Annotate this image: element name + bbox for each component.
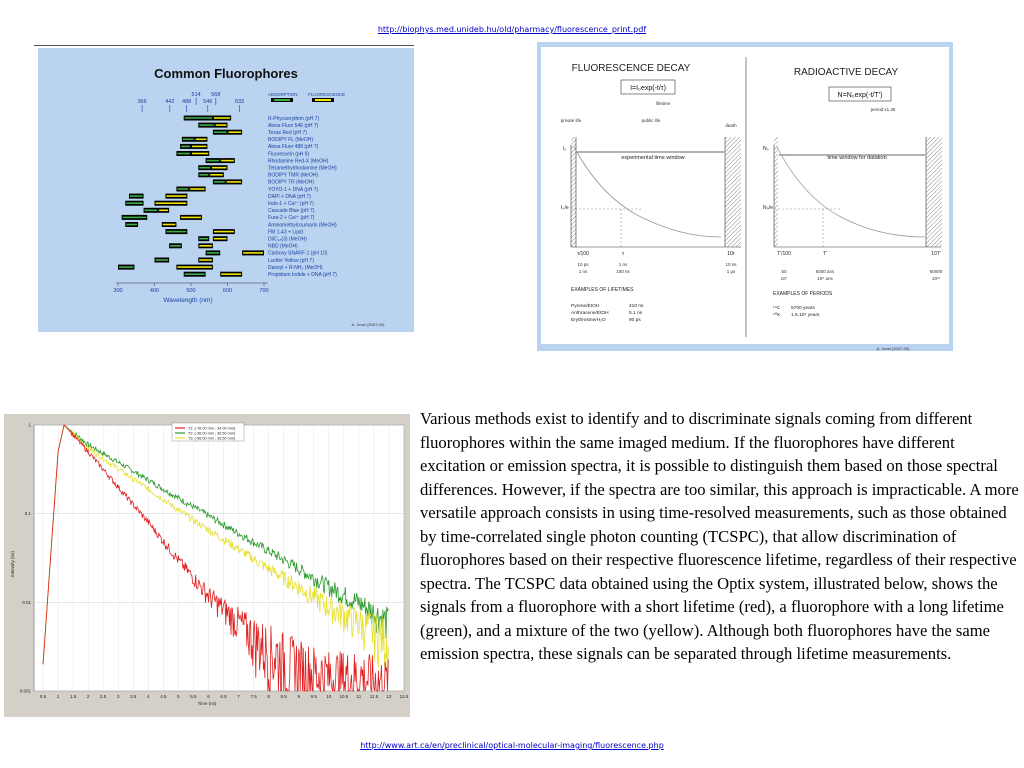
private-life-label: private life	[560, 118, 582, 123]
rad-tick: T'/100	[777, 251, 791, 257]
x-tick-label: 6.5	[220, 694, 227, 699]
x-tick-label: 3	[116, 694, 120, 699]
wavelength-tick: 600	[222, 288, 233, 294]
fluorophore-name: Cascade Blue (pH 7)	[268, 208, 315, 215]
rad-tick-ex2: 10⁷	[780, 276, 788, 281]
description-paragraph: Various methods exist to identify and to discriminate signals coming from different fluorophores within the same imaged medium. If the fluorophores have different excitation or emission spectra, it is possible to distinguish them based on those spectral differences. However, if the spectra are too similar, this approach is impracticable. A more versatile approach consists in using time-resolved measurements, such as those obtained by time-correlated single photon counting (TCSPC), that allow discrimination of fluorophores based on their respective fluorescence lifetime, regardless of their respective spectra. The TCSPC data obtained using the Optix system, illustrated below, shows the signals from a fluorophore with a short lifetime (red), a fluorophore with a long lifetime (green), and a mixture of the two (yellow). Although both fluorophores have the same emission spectra, these signals can be separated through lifetime measurements.	[420, 409, 1019, 663]
fl-examples-title: EXAMPLES OF LIFETIMES	[571, 287, 634, 293]
radioactive-decay-title: RADIOACTIVE DECAY	[793, 67, 899, 78]
x-tick-label: 10.5	[339, 694, 349, 699]
fl-tick-ex2: 100 ns	[616, 269, 630, 274]
fluorophores-title: Common Fluorophores	[154, 66, 298, 81]
wavelength-axis-label: Wavelength (nm)	[163, 297, 213, 304]
fluorophore-name: BODIPY TR (MeOH)	[268, 179, 314, 186]
fluorophore-name: Aminomethylcoumarin (MeOH)	[268, 222, 337, 229]
x-tick-label: 11.5	[369, 694, 379, 699]
fl-window-label: experimental time window	[621, 155, 685, 161]
rad-tick-ex1: 5000 ans	[815, 269, 835, 274]
fluorophore-name: Rhodamine Red-X (MeOH)	[268, 158, 329, 165]
x-tick-label: 2	[86, 694, 90, 699]
rad-tick: 10T'	[931, 251, 941, 257]
fluorophore-name: Alexa Fluor 488 (pH 7)	[268, 144, 319, 151]
source-link-top[interactable]: http://biophys.med.unideb.hu/old/pharmacy/fluorescence_print.pdf	[377, 25, 647, 34]
plot-area	[34, 425, 404, 691]
fl-example-name: Anthracene/EtOH	[571, 311, 609, 316]
rad-tick-ex1: 50	[781, 269, 787, 274]
public-life-label: public life	[641, 118, 661, 123]
decay-credit: A. Jenei (2007-09)	[876, 346, 910, 351]
laser-line-568: 568	[211, 92, 221, 98]
fluorescence-decay-title: FLUORESCENCE DECAY	[571, 63, 691, 74]
fl-example-value: 5.1 ns	[629, 311, 643, 316]
fluorophore-name: Alexa Fluor 546 (pH 7)	[268, 122, 319, 129]
x-tick-label: 9	[297, 694, 300, 699]
divider-line	[34, 45, 414, 46]
y-tick-label: 0.01	[22, 599, 31, 605]
legend-entry: T2: (-36.00 mm ; 36.50 mm)	[188, 431, 236, 436]
fl-lifetime-label: lifetime	[655, 101, 671, 106]
rad-example-value: 1.5.10⁹ years	[791, 313, 820, 318]
legend-entry: T3: (-56.50 mm ; 35.50 mm)	[188, 436, 236, 441]
x-tick-label: 5	[177, 694, 180, 699]
rad-tick: T'	[822, 251, 828, 257]
fl-private-life-bar	[571, 137, 576, 247]
rad-start-bar	[774, 137, 778, 247]
legend-entry: T1: (-76.00 mm ; 34.00 mm)	[188, 426, 236, 431]
rad-example-name: ¹⁴C	[773, 306, 781, 311]
fluorophore-name: Carboxy SNARF-1 (pH 10)	[268, 250, 328, 257]
rad-examples-title: EXAMPLES OF PERIODS	[773, 291, 833, 297]
fluorophore-name: Texas Red (pH 7)	[268, 130, 307, 136]
laser-line-514: 514	[191, 92, 201, 98]
fluorophore-name: Tetramethylrhodamine (MeOH)	[268, 165, 337, 172]
laser-line-488: 488	[182, 99, 192, 105]
death-label: death	[725, 123, 737, 128]
laser-line-442: 442	[165, 99, 175, 105]
x-tick-label: 4	[147, 694, 150, 699]
fluorophores-figure	[38, 48, 414, 332]
decay-diagram	[541, 47, 949, 351]
fluorophore-name: Dansyl + R-NH₂ (MeOH)	[268, 264, 323, 271]
wavelength-tick: 700	[259, 288, 269, 294]
x-tick-label: 9.5	[310, 694, 317, 699]
fl-tick-ex2: 1 μs	[726, 269, 736, 274]
fluorophore-name: DiIC₁₈(3) (MeOH)	[268, 236, 307, 243]
rad-n0-label: N₀	[763, 146, 769, 152]
x-tick-label: 8.5	[280, 694, 287, 699]
x-tick-label: 11	[356, 694, 362, 699]
fluorophore-name: R-Phycoerythrin (pH 7)	[268, 115, 320, 122]
x-tick-label: 1	[56, 694, 60, 699]
wavelength-tick: 300	[113, 288, 123, 294]
fl-i0-label: I₀	[563, 146, 567, 152]
x-tick-label: 3.5	[130, 694, 137, 699]
laser-line-633: 633	[234, 99, 245, 105]
x-tick-label: 0.5	[39, 694, 47, 699]
fluorophore-name: Fura-2 + Ca²⁺ (pH 7)	[268, 215, 315, 222]
fluorophore-name: FM 1-43 + Lipid	[268, 229, 303, 236]
plot-x-label: Time (ns)	[197, 701, 217, 706]
plot-y-label: Intensity (no)	[10, 550, 15, 578]
fluorophore-name: BODIPY TMR (MeOH)	[268, 172, 319, 179]
rad-window-label: time window for datation	[827, 155, 887, 161]
decay-figure	[537, 42, 953, 351]
x-tick-label: 4.5	[160, 694, 167, 699]
fl-i0e-label: I₀/e	[561, 205, 569, 211]
decay-sheet	[541, 47, 949, 351]
fl-tick: τ	[622, 251, 624, 257]
fluorophores-chart	[38, 48, 414, 332]
fl-tick-ex1: 1 ns	[618, 262, 628, 267]
x-tick-label: 12	[386, 694, 392, 699]
laser-line-546: 546	[203, 99, 213, 105]
source-link-bottom[interactable]: http://www.art.ca/en/preclinical/optical-molecular-imaging/fluorescence.php	[360, 741, 664, 750]
x-tick-label: 8	[267, 694, 270, 699]
fluorophore-name: BODIPY FL (MeOH)	[268, 137, 314, 144]
x-tick-label: 12.5	[399, 694, 409, 699]
y-tick-label: 0.001	[19, 688, 31, 694]
rad-end-bar	[926, 137, 942, 247]
wavelength-tick: 500	[186, 288, 196, 294]
x-tick-label: 6	[207, 694, 210, 699]
fl-example-value: 410 ns	[629, 304, 644, 309]
fluorophore-name: Propidium Iodide + DNA (pH 7)	[268, 272, 337, 278]
fluorophore-name: YOYO-1 + DNA (pH 7)	[268, 186, 319, 193]
laser-line-366: 366	[137, 99, 147, 105]
x-tick-label: 7	[237, 694, 240, 699]
x-tick-label: 7.5	[250, 694, 257, 699]
legend-absorption: ABSORPTION	[268, 92, 298, 97]
rad-tick-ex1: 50000	[929, 269, 943, 274]
y-tick-label: 0.1	[24, 511, 31, 517]
fl-example-name: Pyrene/EtOH	[571, 304, 600, 309]
legend-fluorescence: FLUORESCENCE	[308, 92, 346, 97]
fl-death-bar	[725, 137, 741, 247]
y-tick-label: 1	[28, 422, 31, 428]
fluorophore-name: DAPI + DNA (pH 7)	[268, 193, 311, 200]
fl-example-name: Erythrosine/H₂O	[571, 318, 606, 323]
tcspc-plot	[4, 414, 410, 717]
rad-example-value: 5700 years	[791, 306, 815, 311]
x-tick-label: 10	[326, 694, 332, 699]
fl-tick-ex2: 1 ns	[578, 269, 588, 274]
rad-period-label: period x1.35	[870, 107, 896, 112]
fl-tick-ex1: 10 ns	[725, 262, 737, 267]
fl-tick: τ/100	[577, 251, 589, 257]
x-tick-label: 5.5	[190, 694, 197, 699]
fluorophore-name: Indo-1 + Ca²⁺ (pH 7)	[268, 201, 314, 207]
wavelength-tick: 400	[149, 288, 160, 294]
rad-tick-ex2: 10¹¹	[931, 276, 941, 281]
fl-example-value: 90 ps	[629, 318, 641, 323]
rad-tick-ex2: 10⁹ ans	[817, 276, 833, 281]
rad-example-name: ⁴⁰K	[773, 313, 781, 318]
x-tick-label: 2.5	[100, 694, 107, 699]
fl-tick: 10τ	[727, 251, 735, 257]
tcspc-chart	[4, 414, 410, 717]
fluorophore-name: Lucifer Yellow (pH 7)	[268, 257, 314, 264]
x-tick-label: 1.5	[69, 694, 77, 699]
rad-formula: N=N₀exp(-t/T')	[837, 92, 883, 99]
fluorophore-name: NBD (MeOH)	[268, 243, 298, 250]
fl-tick-ex1: 10 ps	[577, 262, 589, 267]
fluorophore-name: Fluorescein (pH 9)	[268, 151, 310, 158]
fl-formula: I=I₀exp(-t/τ)	[630, 85, 666, 92]
rad-n0e-label: N₀/e	[763, 205, 773, 211]
fluorophores-credit: A. Jenei (2007-09)	[351, 322, 385, 327]
